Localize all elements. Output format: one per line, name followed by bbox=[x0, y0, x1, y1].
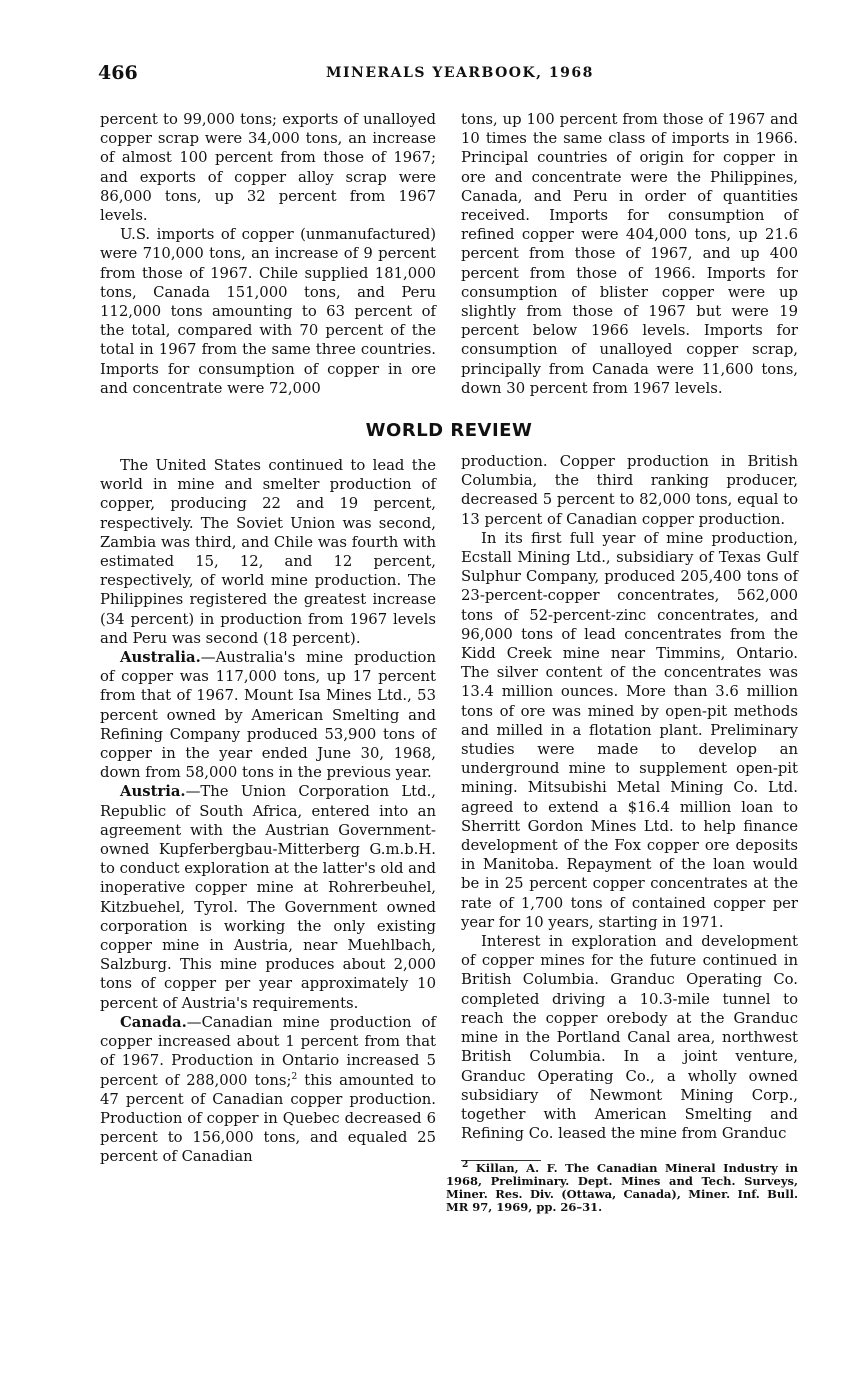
runin-heading: Canada. bbox=[120, 1013, 187, 1031]
bottom-right-column bbox=[461, 452, 798, 1143]
paragraph-text: this amounted to 47 percent of Canadian copper production. Production of copper in Quebec decreased 6 percent to 156,000 tons, and equaled 25 percent of Canadian bbox=[100, 1071, 436, 1166]
paragraph: tons, up 100 percent from those of 1967 and 10 times the same class of imports in 1966. Principal countries of origin for copper in ore and concentrate were the Philippines, Canada, and Peru in order of quantities received. Imports for consumption of refined copper were 404,000 tons, up 21.6 percent from those of 1967, and up 400 percent from those of 1966. Imports for consumption of blister copper were up slightly from those of 1967 but were 19 percent below 1966 levels. Imports for consumption of unalloyed copper scrap, principally from Canada were 11,600 tons, down 30 percent from 1967 levels. bbox=[461, 111, 798, 397]
section-heading: WORLD REVIEW bbox=[365, 420, 533, 441]
bottom-left-column bbox=[100, 456, 436, 1167]
page-header bbox=[98, 62, 798, 86]
top-left-column bbox=[100, 110, 436, 398]
page-number: 466 bbox=[98, 62, 138, 84]
paragraph-australia bbox=[100, 648, 436, 782]
paragraph-austria bbox=[100, 782, 436, 1012]
footnote-body: Killan, A. F. The Canadian Mineral Industry in 1968, Preliminary. Dept. Mines and Tech. Surveys, Miner. Res. Div. (Ottawa, Canada), Miner. Inf. Bull. MR 97, 1969, pp. 26–31. bbox=[446, 1161, 798, 1214]
top-right-column bbox=[461, 110, 798, 398]
footnote-marker: 2 bbox=[462, 1160, 469, 1171]
footnote bbox=[446, 1162, 798, 1214]
runin-heading: Austria. bbox=[120, 783, 186, 801]
paragraph: In its first full year of mine production, Ecstall Mining Ltd., subsidiary of Texas Gulf Sulphur Company, produced 205,400 tons of 23-percent-copper concentrates, 562,000 tons of 52-percent-zinc concentrates, and 96,000 tons of lead concentrates from the Kidd Creek mine near Timmins, Ontario. The silver content of the concentrates was 13.4 million ounces. More than 3.6 million tons of ore was mined by open-pit methods and milled in a flotation plant. Preliminary studies were made to develop an underground mine to supplement open-pit mining. Mitsubishi Metal Mining Co. Ltd. agreed to extend a $16.4 million loan to Sherritt Gordon Mines Ltd. to help finance development of the Fox copper ore deposits in Manitoba. Repayment of the loan would be in 25 percent copper concentrates at the rate of 1,700 tons of contained copper per year for 10 years, starting in 1971. bbox=[461, 529, 798, 931]
paragraph: U.S. imports of copper (unmanufactured) were 710,000 tons, an increase of 9 percent from those of 1967. Chile supplied 181,000 tons, Canada 151,000 tons, and Peru 112,000 tons amounting to 63 percent of the total, compared with 70 percent of the total in 1967 from the same three countries. Imports for consumption of copper in ore and concentrate were 72,000 bbox=[100, 226, 436, 397]
paragraph-canada bbox=[100, 1013, 436, 1167]
paragraph: percent to 99,000 tons; exports of unalloyed copper scrap were 34,000 tons, an increase of almost 100 percent from those of 1967; and exports of copper alloy scrap were 86,000 tons, up 32 percent from 1967 levels. bbox=[100, 111, 436, 225]
paragraph: Interest in exploration and development of copper mines for the future continued in British Columbia. Granduc Operating Co. completed driving a 10.3-mile tunnel to reach the copper orebody at the Granduc mine in the Portland Canal area, northwest British Columbia. In a joint venture, Granduc Operating Co., a wholly owned subsidiary of Newmont Mining Corp., together with American Smelting and Refining Co. leased the mine from Granduc bbox=[461, 933, 798, 1143]
paragraph: The United States continued to lead the world in mine and smelter production of copper, producing 22 and 19 percent, respectively. The Soviet Union was second, Zambia was third, and Chile was fourth with estimated 15, 12, and 12 percent, respectively, of world mine production. The Philippines registered the greatest increase (34 percent) in production from 1967 levels and Peru was second (18 percent). bbox=[100, 457, 436, 647]
footnote-reference: 2 bbox=[291, 1071, 298, 1082]
runin-heading: Australia. bbox=[120, 649, 201, 667]
footnote-text bbox=[446, 1162, 798, 1214]
paragraph: production. Copper production in British Columbia, the third ranking producer, decreased 5 percent to 82,000 tons, equal to 13 percent of Canadian copper production. bbox=[461, 453, 798, 528]
running-title: MINERALS YEARBOOK, 1968 bbox=[326, 65, 594, 81]
paragraph-text: —Canadian mine production of copper increased about 1 percent from that of 1967. Production in Ontario increased 5 percent of 288,000 tons; bbox=[100, 1013, 436, 1089]
paragraph-text: —Australia's mine production of copper was 117,000 tons, up 17 percent from that of 1967. Mount Isa Mines Ltd., 53 percent owned by American Smelting and Refining Company produced 53,900 tons of copper in the year ended June 30, 1968, down from 58,000 tons in the previous year. bbox=[100, 649, 436, 782]
paragraph-text: —The Union Corporation Ltd., Republic of South Africa, entered into an agreement with the Austrian Government-owned Kupferbergbau-Mitterberg G.m.b.H. to conduct exploration at the latter's old and inoperative copper mine at Rohrerbeuhel, Kitzbuehel, Tyrol. The Government owned corporation is working the only existing copper mine in Austria, near Muehlbach, Salzburg. This mine produces about 2,000 tons of copper per year approximately 10 percent of Austria's requirements. bbox=[100, 783, 436, 1012]
